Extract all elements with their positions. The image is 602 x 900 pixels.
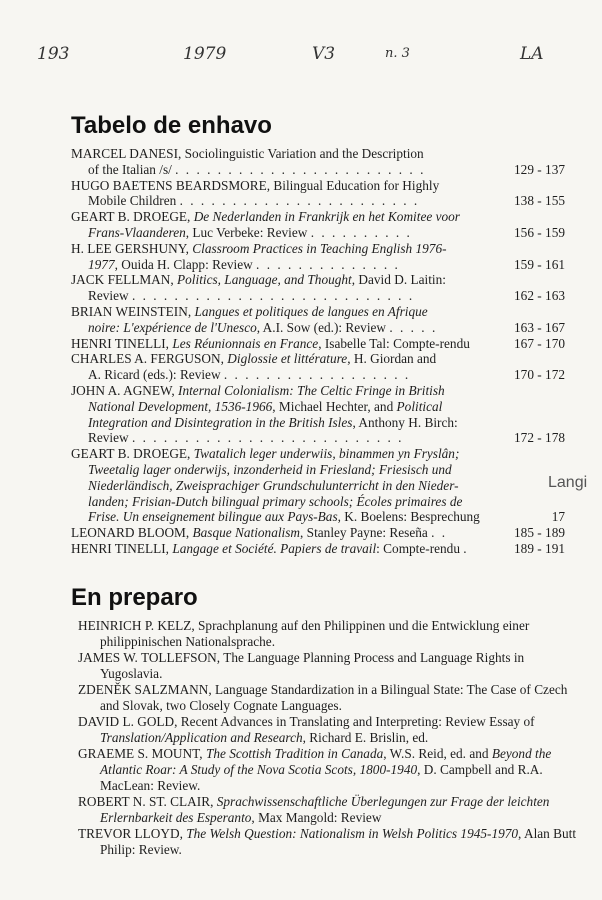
toc-entry: GEART B. DROEGE, De Nederlanden in Frankrijk en het Komitee voor Frans-Vlaanderen, Luc Verbeke: Review . . . . . . . . . . 156 - 159 bbox=[71, 209, 565, 240]
handwritten-issue: n. 3 bbox=[385, 46, 410, 61]
toc-entry: HENRI TINELLI, Langage et Société. Papiers de travail: Compte-rendu . 189 - 191 bbox=[71, 540, 565, 556]
prep-item: TREVOR LLOYD, The Welsh Question: Nationalism in Welsh Politics 1945-1970, Alan Butt Philip: Review. bbox=[78, 826, 577, 857]
toc-pages: 163 - 167 bbox=[514, 319, 565, 335]
toc-heading: Tabelo de enhavo bbox=[71, 112, 272, 139]
toc-entry: CHARLES A. FERGUSON, Diglossie et littérature, H. Giordan and A. Ricard (eds.): Review . . . . . . . . . . . . . . . . . . 170 - 172 bbox=[71, 351, 565, 383]
toc-list bbox=[71, 146, 565, 557]
toc-pages: 138 - 155 bbox=[514, 193, 565, 209]
toc-entry: LEONARD BLOOM, Basque Nationalism, Stanley Payne: Reseña . . 185 - 189 bbox=[71, 525, 565, 541]
prep-item: JAMES W. TOLLEFSON, The Language Planning Process and Language Rights in Yugoslavia. bbox=[78, 650, 525, 681]
toc-pages: 167 - 170 bbox=[514, 335, 565, 351]
toc-pages: 17 bbox=[551, 509, 565, 525]
toc-pages: 185 - 189 bbox=[514, 525, 565, 541]
prep-item: DAVID L. GOLD, Recent Advances in Translating and Interpreting: Review Essay of Translation/Application and Research, Richard E. Brislin, ed. bbox=[78, 714, 535, 745]
prep-item: ROBERT N. ST. CLAIR, Sprachwissenschaftliche Überlegungen zur Frage der leichten Erlernbarkeit des Esperanto, Max Mangold: Review bbox=[78, 794, 550, 825]
prep-item: HEINRICH P. KELZ, Sprachplanung auf den Philippinen und die Entwicklung einer philippinischen Nationalsprache. bbox=[78, 618, 530, 649]
toc-entry: MARCEL DANESI, Sociolinguistic Variation and the Description of the Italian /s/ . . . . . . . . . . . . . . . . . . . . . . . . 129 - 137 bbox=[71, 146, 565, 177]
bleed-through-text: Langi bbox=[548, 474, 588, 491]
toc-pages: 172 - 178 bbox=[514, 430, 565, 446]
prep-item: GRAEME S. MOUNT, The Scottish Tradition in Canada, W.S. Reid, ed. and Beyond the Atlantic Roar: A Study of the Nova Scotia Scots, 1800-1940, D. Campbell and R.A. MacLean: Review. bbox=[78, 746, 552, 793]
prep-list bbox=[78, 618, 578, 858]
handwritten-volume: V3 bbox=[312, 44, 336, 64]
toc-entry: HENRI TINELLI, Les Réunionnais en France, Isabelle Tal: Compte-rendu 167 - 170 bbox=[71, 335, 565, 351]
toc-pages: 159 - 161 bbox=[514, 256, 565, 272]
prep-heading: En preparo bbox=[71, 584, 198, 611]
toc-entry: JACK FELLMAN, Politics, Language, and Thought, David D. Laitin: Review . . . . . . . . . . . . . . . . . . . . . . . . . . . 162 - 163 bbox=[71, 272, 565, 304]
toc-pages: 189 - 191 bbox=[514, 540, 565, 556]
toc-entry: GEART B. DROEGE, Twatalich leger underwiis, binammen yn Fryslân; Tweetalig lager onderwijs, inzonderheid in Friesland; Friesisch und Niederländisch, Zweisprachiger Grundschulunterricht in den Nieder- landen; Frisian-Dutch bilingual primary schools; Écoles primaires de Frise. Un enseignement bilingue aux Pays-Bas, K. Boelens: Besprechung 17 bbox=[71, 446, 565, 525]
toc-pages: 170 - 172 bbox=[514, 367, 565, 383]
toc-entry: HUGO BAETENS BEARDSMORE, Bilingual Education for Highly Mobile Children . . . . . . . . . . . . . . . . . . . . . . . 138 - 155 bbox=[71, 177, 565, 209]
toc-pages: 129 - 137 bbox=[514, 161, 565, 177]
handwritten-number: 193 bbox=[37, 44, 70, 64]
handwritten-initials: LA bbox=[520, 44, 544, 64]
toc-entry: H. LEE GERSHUNY, Classroom Practices in Teaching English 1976- 1977, Ouida H. Clapp: Review . . . . . . . . . . . . . . 159 - 161 bbox=[71, 240, 565, 272]
toc-entry: BRIAN WEINSTEIN, Langues et politiques de langues en Afrique noire: L'expérience de l'Unesco, A.I. Sow (ed.): Review . . . . . 163 - 167 bbox=[71, 303, 565, 335]
toc-pages: 156 - 159 bbox=[514, 224, 565, 240]
handwritten-year: 1979 bbox=[183, 44, 227, 64]
toc-entry: JOHN A. AGNEW, Internal Colonialism: The Celtic Fringe in British National Development, 1536-1966, Michael Hechter, and Political Integration and Disintegration in the British Isles, Anthony H. Birch: Review . . . . . . . . . . . . . . . . . . . . . . . . . . 172 - 178 bbox=[71, 382, 565, 446]
prep-item: ZDENĚK SALZMANN, Language Standardization in a Bilingual State: The Case of Czech and Slovak, two Closely Cognate Languages. bbox=[78, 682, 568, 713]
toc-pages: 162 - 163 bbox=[514, 288, 565, 304]
